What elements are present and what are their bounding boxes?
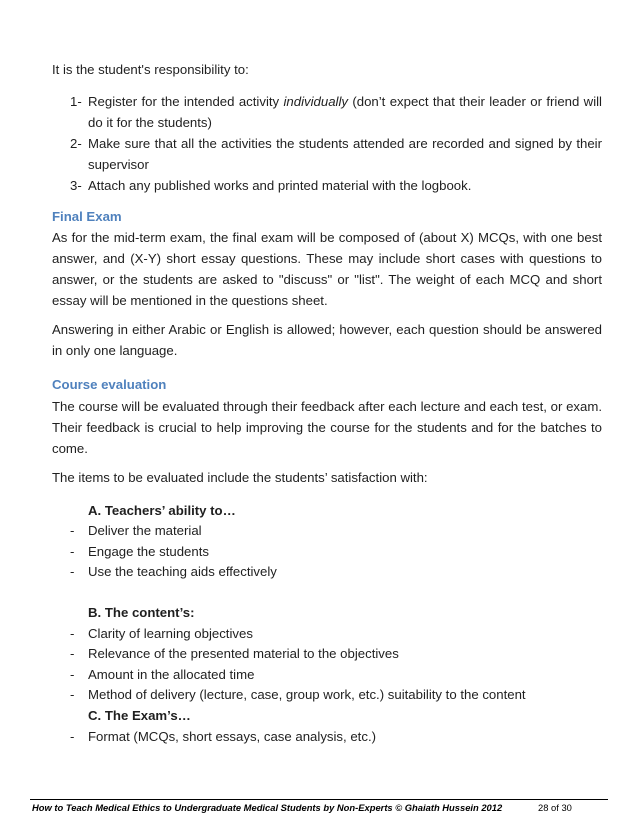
group-c-title: C. The Exam’s… <box>88 708 191 723</box>
list-item: - Method of delivery (lecture, case, group work, etc.) suitability to the content <box>70 687 526 702</box>
responsibility-text-3: Attach any published works and printed material with the logbook. <box>88 178 472 193</box>
list-item: - Engage the students <box>70 544 209 559</box>
list-marker: 3- <box>70 178 82 193</box>
group-a-title: A. Teachers’ ability to… <box>88 503 236 518</box>
responsibility-item-1 <box>70 91 602 133</box>
list-item: - Clarity of learning objectives <box>70 626 253 641</box>
list-item: - Deliver the material <box>70 523 202 538</box>
final-exam-paragraph-2: Answering in either Arabic or English is allowed; however, each question should be answered in only one language. <box>52 322 602 358</box>
footer-citation: How to Teach Medical Ethics to Undergraduate Medical Students by Non-Experts © Ghaiath Hussein 2012 <box>32 802 503 813</box>
list-item: - Use the teaching aids effectively <box>70 564 277 579</box>
responsibility-text-2: Make sure that all the activities the students attended are recorded and signed by their supervisor <box>88 136 602 172</box>
final-exam-heading: Final Exam <box>52 209 122 224</box>
course-evaluation-paragraph-2: The items to be evaluated include the students’ satisfaction with: <box>52 470 428 485</box>
group-b-title: B. The content’s: <box>88 605 195 620</box>
responsibility-text-1: Register for the intended activity individually (don’t expect that their leader or friend will do it for the students) <box>88 94 602 130</box>
list-item: - Format (MCQs, short essays, case analysis, etc.) <box>70 729 377 744</box>
page-number: 28 of 30 <box>538 802 572 813</box>
footer-divider <box>30 799 608 800</box>
responsibility-item-3 <box>70 175 602 196</box>
list-item: - Relevance of the presented material to the objectives <box>70 646 399 661</box>
final-exam-paragraph-1: As for the mid-term exam, the final exam will be composed of (about X) MCQs, with one best answer, and (X-Y) short essay questions. These may include short cases with questions to answer, or the students are asked to "discuss" or "list". The weight of each MCQ and short essay will be mentioned in the questions sheet. <box>52 230 602 308</box>
course-evaluation-heading: Course evaluation <box>52 377 167 392</box>
intro-text: It is the student's responsibility to: <box>52 62 249 77</box>
responsibility-item-2 <box>70 133 602 175</box>
list-marker: 1- <box>70 94 82 109</box>
emphasis-text: individually <box>283 94 348 109</box>
list-marker: 2- <box>70 136 82 151</box>
course-evaluation-paragraph-1: The course will be evaluated through their feedback after each lecture and each test, or exam. Their feedback is crucial to help improving the course for the students and for the batches to come. <box>52 399 602 456</box>
list-item: - Amount in the allocated time <box>70 667 255 682</box>
